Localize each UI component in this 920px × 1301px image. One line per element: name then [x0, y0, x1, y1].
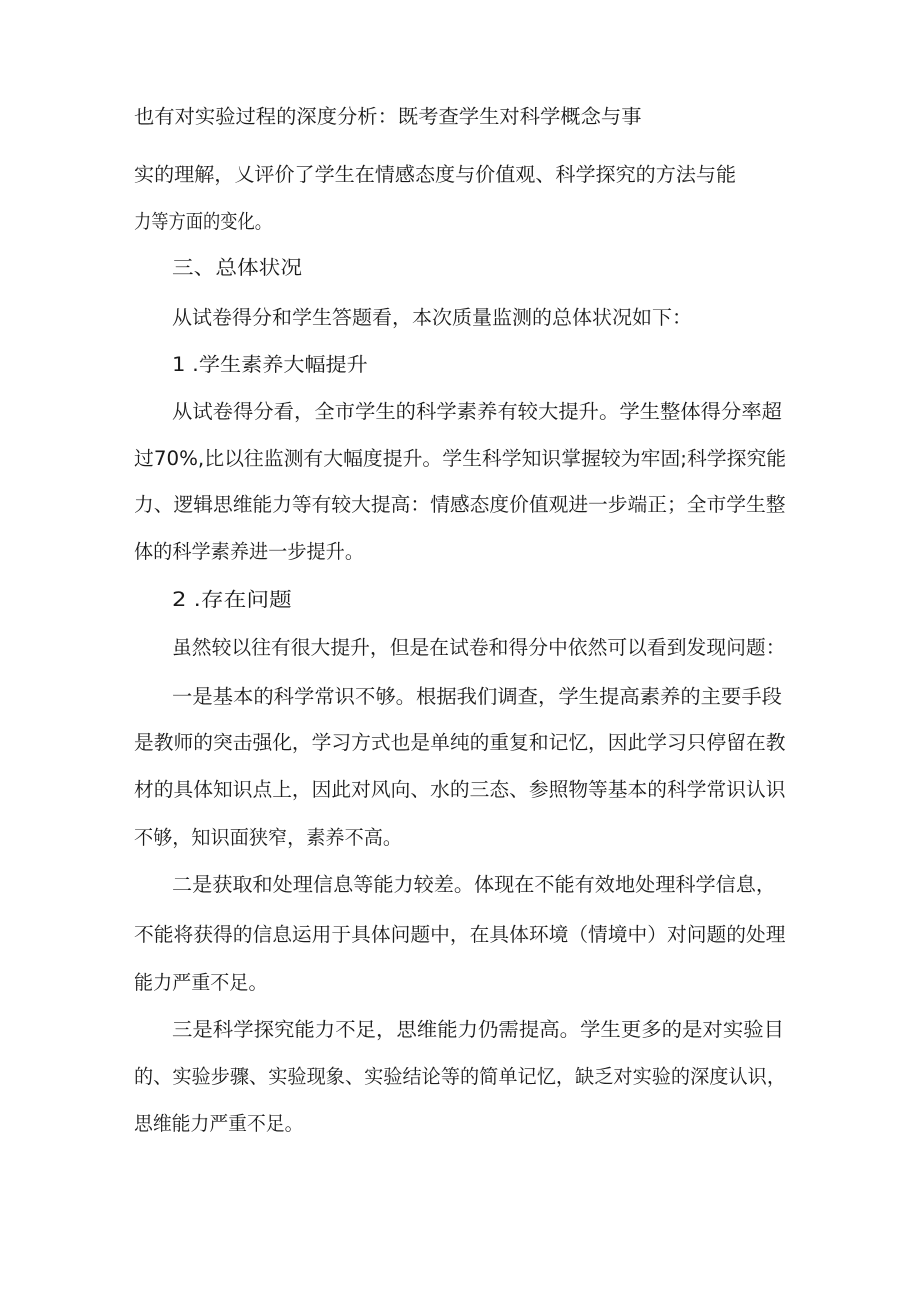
text-line: 思维能力严重不足。: [134, 1112, 304, 1135]
text-line: 不够，知识面狭窄，素养不高。: [134, 826, 403, 849]
text-line: 材的具体知识点上，因此对风向、水的三态、参照物等基本的科学常识认识: [134, 778, 786, 801]
section-heading: 三、总体状况: [172, 256, 303, 279]
text-line: 体的科学素养进一步提升。: [134, 540, 365, 563]
text-line: 一是基本的科学常识不够。根据我们调查，学生提高素养的主要手段: [172, 685, 782, 708]
text-line: 实的理解，乂评价了学生在情感态度与价值观、科学探究的方法与能: [134, 163, 737, 186]
text-line: 三是科学探究能力不足，思维能力仍需提高。学生更多的是对实验目: [172, 1018, 785, 1041]
text-line: 能力严重不足。: [134, 971, 268, 994]
text-line: 是教师的突击强化，学习方式也是单纯的重复和记忆，因此学习只停留在教: [134, 731, 786, 754]
text-line: 二是获取和处理信息等能力较差。体现在不能有效地处理科学信息，: [172, 873, 777, 896]
subsection-heading: 2 .存在问题: [172, 588, 292, 611]
text-line: 从试卷得分看，全市学生的科学素养有较大提升。学生整体得分率超: [172, 400, 782, 423]
text-line: 力等方面的变化。: [134, 210, 273, 233]
text-line: 过70%,比以往监测有大幅度提升。学生科学知识掌握较为牢固;科学探究能: [134, 447, 787, 470]
text-line: 从试卷得分和学生答题看，本次质量监测的总体状况如下：: [172, 306, 692, 329]
subsection-heading: 1 .学生素养大幅提升: [172, 353, 368, 376]
text-line: 的、实验步骤、实验现象、实验结论等的简单记忆，缺乏对实验的深度认识，: [134, 1065, 787, 1088]
text-line: 不能将获得的信息运用于具体问题中，在具体环境（情境中）对问题的处理: [134, 923, 786, 946]
text-line: 也有对实验过程的深度分析：既考查学生对科学概念与事: [134, 105, 642, 128]
text-line: 力、逻辑思维能力等有较大提高：情感态度价值观进一步端正；全市学生整: [134, 493, 786, 516]
text-line: 虽然较以往有很大提升，但是在试卷和得分中依然可以看到发现问题：: [172, 636, 786, 659]
